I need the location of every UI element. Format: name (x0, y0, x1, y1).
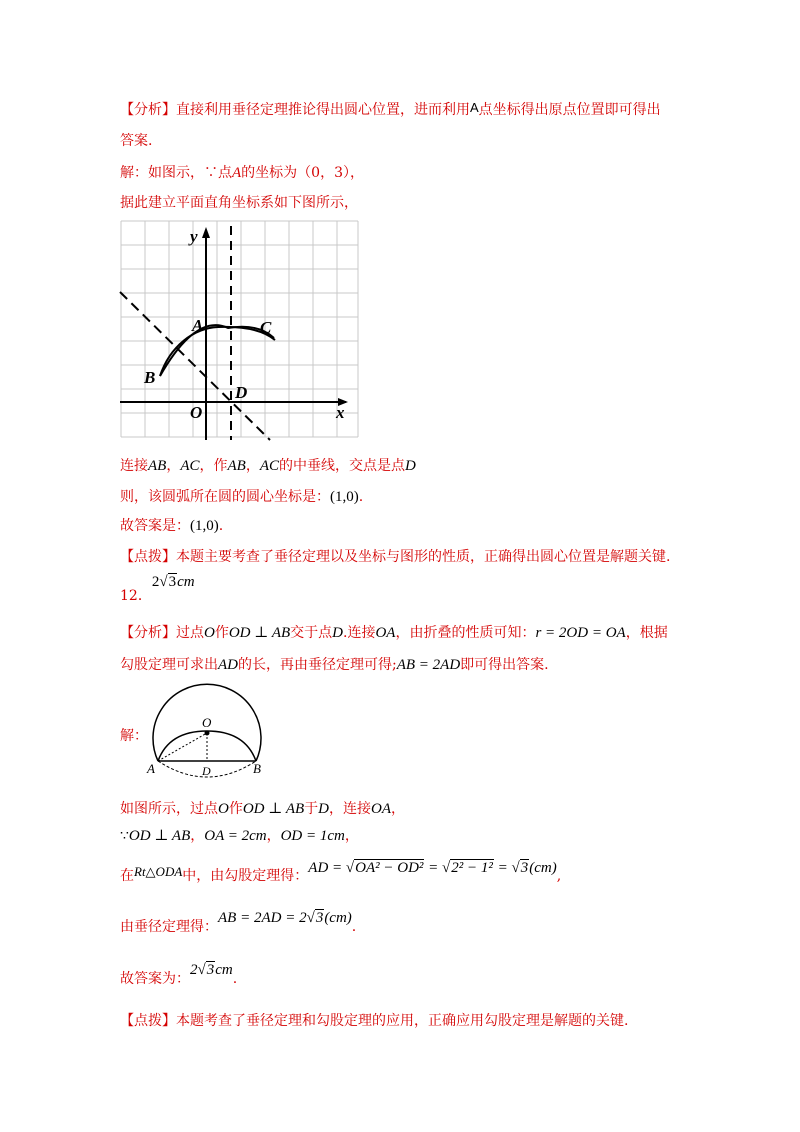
text: , (556, 868, 562, 884)
solution2-line-2 (120, 826, 359, 846)
tip-line-1 (120, 547, 670, 567)
text: . (351, 919, 357, 935)
segment-ab: AB (227, 458, 246, 474)
text: ， (344, 828, 359, 844)
radicand-3: 3 (520, 860, 529, 876)
ab-expr: AB = 2AD = 2√3(cm) (218, 910, 352, 926)
equals: = (497, 860, 508, 876)
segment-oa: OA (375, 625, 396, 641)
point-a: A (470, 100, 479, 115)
radicand-1: OA² − OD² (355, 860, 424, 876)
label-d: D (202, 764, 211, 778)
text: ，根据 (625, 625, 668, 641)
radius-expr: r = 2OD = OA (535, 625, 626, 641)
unit: (cm) (324, 910, 352, 926)
point-a: A (232, 165, 242, 181)
radicand: 3 (315, 910, 324, 926)
text: 解： (120, 728, 148, 744)
unit: cm (215, 962, 233, 978)
text: 解：如图示，∵点 (120, 165, 232, 181)
text: 在 (120, 868, 134, 884)
solution2-line-4 (120, 910, 357, 937)
text: 故答案是： (120, 518, 190, 534)
text: 作 (228, 801, 243, 817)
solution-line-2 (120, 193, 358, 213)
segment-oa: OA (371, 801, 392, 817)
solution-line-1 (120, 163, 364, 183)
tip2-line (120, 1011, 628, 1031)
perpendicular-expr: OD ⊥ AB (128, 828, 191, 844)
text: ， (391, 801, 406, 817)
text: ，由折叠的性质可知： (395, 625, 536, 641)
point-o: O (204, 625, 215, 641)
label-o: O (190, 403, 203, 422)
text: 即可得出答案. (460, 657, 549, 673)
answer2-line (120, 962, 238, 989)
text: 的长，再由垂径定理可得; (238, 657, 397, 673)
analysis-tag: 【分析】 (120, 625, 176, 641)
label-b: B (144, 368, 156, 387)
center-point (205, 731, 210, 736)
point-d: D (332, 625, 344, 641)
text: 则，该圆弧所在圆的圆心坐标是： (120, 489, 330, 505)
label-x: x (336, 403, 345, 422)
text: 过点 (176, 625, 204, 641)
text: . (218, 518, 224, 534)
point-d: D (405, 458, 416, 474)
ab-expr: AB = 2AD (396, 657, 461, 673)
text: 故答案为： (120, 971, 190, 987)
oa-length: OA = 2cm (204, 828, 267, 844)
point-d: D (318, 801, 330, 817)
perpendicular-expr: OD ⊥ AB (242, 801, 305, 817)
analysis2-line-1 (120, 623, 668, 643)
circle-figure (145, 683, 270, 783)
text: . (232, 971, 238, 987)
text: ，连接 (329, 801, 372, 817)
text: ， (266, 828, 281, 844)
text: 连接 (120, 458, 148, 474)
segment-ac: AC (259, 458, 279, 474)
perpendicular-expr: OD ⊥ AB (228, 625, 291, 641)
text: 交于点 (290, 625, 333, 641)
text: 答案. (120, 133, 153, 149)
solution-line-4 (120, 487, 363, 507)
text: 的坐标为（0，3）， (241, 165, 364, 181)
text: ， (166, 458, 181, 474)
answer-coordinate: (1,0) (190, 518, 219, 534)
label-a: A (147, 761, 155, 776)
label-b: B (253, 761, 261, 776)
text: 点坐标得出原点位置即可得出 (478, 102, 661, 118)
question-number: 12． (120, 588, 152, 604)
label-o: O (202, 715, 212, 730)
coordinate-figure (118, 218, 363, 443)
question-12: 12．2√3cm (120, 574, 195, 604)
text: . (358, 489, 364, 505)
answer-radicand: 3 (168, 574, 177, 590)
analysis2-line-2 (120, 655, 549, 675)
unit: (cm) (529, 860, 557, 876)
text: ，作 (199, 458, 228, 474)
triangle-odа: Rt△ODA (134, 864, 183, 879)
solution2-label (120, 726, 148, 746)
text: 中，由勾股定理得： (182, 868, 309, 884)
od-length: OD = 1cm (280, 828, 345, 844)
text: 由垂径定理得： (120, 919, 218, 935)
analysis-line-1 (120, 98, 661, 120)
segment-ac: AC (180, 458, 200, 474)
text: 据此建立平面直角坐标系如下图所示， (120, 195, 358, 211)
answer-expr: 2√3cm (190, 962, 233, 978)
text: 【点拨】本题主要考查了垂径定理以及坐标与图形的性质，正确得出圆心位置是解题关键. (120, 549, 671, 565)
label-c: C (260, 318, 272, 337)
text: 于 (304, 801, 319, 817)
coefficient: 2 (190, 962, 198, 978)
text: 勾股定理可求出 (120, 657, 218, 673)
ab-eq: AB = 2AD = 2 (218, 910, 307, 926)
y-axis-arrow (202, 227, 210, 238)
text: 的中垂线，交点是点 (279, 458, 405, 474)
analysis-tag: 【分析】 (120, 102, 176, 118)
radicand: 3 (206, 962, 215, 978)
answer-unit: cm (177, 574, 195, 590)
text: 如图所示，过点 (120, 801, 218, 817)
text: ， (245, 458, 260, 474)
label-d: D (235, 383, 248, 402)
because-symbol: ∵ (120, 828, 129, 844)
solution-line-3 (120, 456, 416, 476)
answer-line (120, 516, 223, 536)
text: 直接利用垂径定理推论得出圆心位置，进而利用 (176, 102, 470, 118)
segment-ad: AD (218, 657, 238, 673)
analysis-line-2 (120, 131, 152, 151)
center-coordinate: (1,0) (330, 489, 359, 505)
answer-coefficient: 2 (151, 574, 160, 590)
text: 作 (214, 625, 229, 641)
equals: = (428, 860, 439, 876)
label-y: y (190, 227, 198, 246)
radicand-2: 2² − 1² (451, 860, 493, 876)
text: ， (190, 828, 205, 844)
pythagoras-expr: AD = √OA² − OD² = √2² − 1² = √3(cm) (308, 860, 557, 876)
segment-ab: AB (148, 458, 167, 474)
text: .连接 (343, 625, 376, 641)
label-a: A (192, 316, 204, 335)
point-o: O (218, 801, 229, 817)
solution2-line-3 (120, 862, 561, 886)
solution2-line-1 (120, 799, 405, 819)
ad-lhs: AD = (308, 860, 343, 876)
text: 【点拨】本题考查了垂径定理和勾股定理的应用，正确应用勾股定理是解题的关键. (120, 1013, 629, 1029)
